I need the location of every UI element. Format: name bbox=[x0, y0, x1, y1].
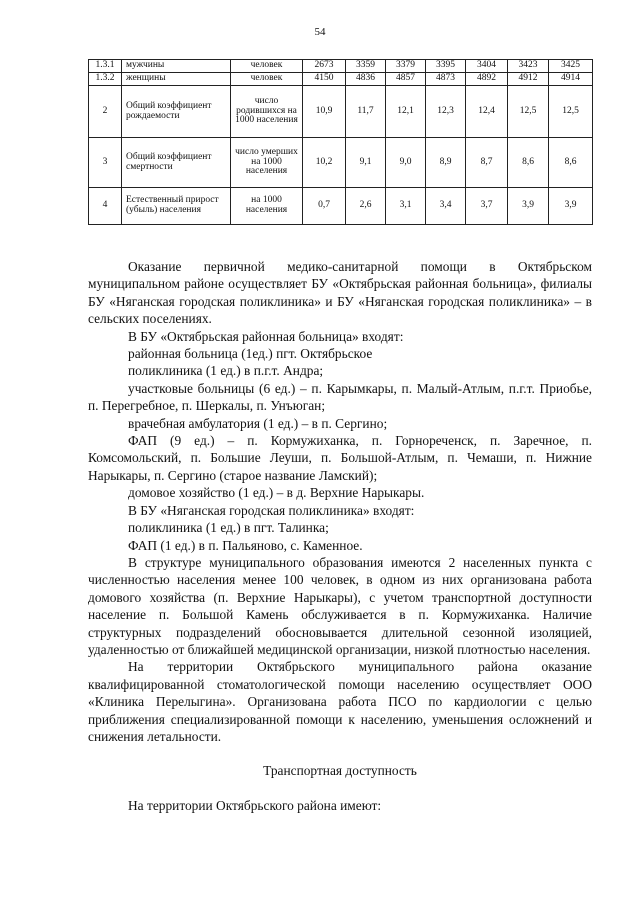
row-value: 3,1 bbox=[386, 188, 426, 225]
row-value: 3425 bbox=[549, 60, 593, 73]
list-item: районная больница (1ед.) пгт. Октябрьское bbox=[128, 346, 373, 362]
paragraph-dental-care: На территории Октябрьского муниципального района оказание квалифицированной стоматологической помощи населению осуществляет ООО «Клиника Перелыгина». Организована работа ПСО по кардиологии с целью приближения специализированной помощи к населению, уменьшения осложнений и снижения летальности. bbox=[88, 659, 592, 744]
paragraph-district-hospital-units: В БУ «Октябрьская районная больница» входят: bbox=[128, 328, 404, 344]
row-value: 12,5 bbox=[508, 86, 549, 138]
section-heading: Транспортная доступность bbox=[263, 763, 417, 779]
row-value: 4836 bbox=[346, 73, 386, 86]
row-value: 12,5 bbox=[549, 86, 593, 138]
list-item: ФАП (1 ед.) в п. Пальяново, с. Каменное. bbox=[128, 537, 363, 553]
list-item: поликлиника (1 ед.) в п.г.т. Андра; bbox=[128, 363, 324, 379]
page-number: 54 bbox=[314, 26, 326, 38]
row-indicator: Естественный прирост (убыль) населения bbox=[122, 188, 231, 225]
row-indicator: мужчины bbox=[122, 60, 231, 73]
row-indicator: Общий коэффициент смертности bbox=[122, 138, 231, 188]
list-item: поликлиника (1 ед.) в пгт. Талинка; bbox=[128, 520, 329, 536]
row-value: 3,4 bbox=[426, 188, 466, 225]
row-value: 2673 bbox=[303, 60, 346, 73]
row-value: 4912 bbox=[508, 73, 549, 86]
row-value: 10,2 bbox=[303, 138, 346, 188]
row-unit: число умерших на 1000 населения bbox=[231, 138, 303, 188]
row-value: 10,9 bbox=[303, 86, 346, 138]
paragraph-settlements: В структуре муниципального образования имеются 2 населенных пункта с численностью населения менее 100 человек, в одном из них организована работа домового хозяйства (п. Верхние Нарыкары), с учетом транспортной доступности население п. Большой Камень обслуживается в п. Кормужиханка. Наличие структурных подразделений обосновывается длительной сезонной изоляцией, удаленностью от ближайшей медицинской организации, низкой плотностью населения. bbox=[88, 554, 592, 657]
row-value: 9,1 bbox=[346, 138, 386, 188]
row-value: 3423 bbox=[508, 60, 549, 73]
row-value: 4892 bbox=[466, 73, 508, 86]
row-value: 2,6 bbox=[346, 188, 386, 225]
table-row bbox=[89, 60, 593, 73]
row-value: 4914 bbox=[549, 73, 593, 86]
row-value: 12,3 bbox=[426, 86, 466, 138]
statistics-table bbox=[88, 59, 593, 225]
row-indicator: Общий коэффициент рождаемости bbox=[122, 86, 231, 138]
row-value: 3,9 bbox=[508, 188, 549, 225]
row-number: 1.3.2 bbox=[89, 73, 122, 86]
body-text bbox=[88, 258, 592, 814]
row-value: 8,9 bbox=[426, 138, 466, 188]
row-value: 0,7 bbox=[303, 188, 346, 225]
row-unit: человек bbox=[231, 73, 303, 86]
row-value: 4150 bbox=[303, 73, 346, 86]
row-value: 3379 bbox=[386, 60, 426, 73]
row-number: 4 bbox=[89, 188, 122, 225]
row-number: 3 bbox=[89, 138, 122, 188]
row-value: 3395 bbox=[426, 60, 466, 73]
row-number: 2 bbox=[89, 86, 122, 138]
table-row bbox=[89, 86, 593, 138]
row-value: 3404 bbox=[466, 60, 508, 73]
row-number: 1.3.1 bbox=[89, 60, 122, 73]
row-value: 4873 bbox=[426, 73, 466, 86]
row-value: 8,6 bbox=[549, 138, 593, 188]
row-value: 3359 bbox=[346, 60, 386, 73]
row-value: 4857 bbox=[386, 73, 426, 86]
row-unit: на 1000 населения bbox=[231, 188, 303, 225]
list-item: участковые больницы (6 ед.) – п. Карымкары, п. Малый-Атлым, п.г.т. Приобье, п. Перегребное, п. Шеркалы, п. Унъюган; bbox=[88, 380, 592, 414]
paragraph-primary-care: Оказание первичной медико-санитарной помощи в Октябрьском муниципальном районе осуществляет БУ «Октябрьская районная больница», филиалы БУ «Няганская городская поликлиника» и БУ «Няганская городская поликлиника» – в сельских поселениях. bbox=[88, 259, 592, 327]
row-value: 12,1 bbox=[386, 86, 426, 138]
table-row bbox=[89, 73, 593, 86]
row-indicator: женщины bbox=[122, 73, 231, 86]
row-value: 3,9 bbox=[549, 188, 593, 225]
row-value: 8,6 bbox=[508, 138, 549, 188]
table-row bbox=[89, 138, 593, 188]
list-item: врачебная амбулатория (1 ед.) – в п. Сергино; bbox=[128, 415, 388, 431]
list-item: ФАП (9 ед.) – п. Кормужиханка, п. Горнореченск, п. Заречное, п. Комсомольский, п. Большие Леуши, п. Большой-Атлым, п. Чемаши, п. Нижние Нарыкары, п. Сергино (старое название Ламский); bbox=[88, 433, 592, 483]
row-unit: число родившихся на 1000 населения bbox=[231, 86, 303, 138]
row-unit: человек bbox=[231, 60, 303, 73]
row-value: 8,7 bbox=[466, 138, 508, 188]
row-value: 11,7 bbox=[346, 86, 386, 138]
row-value: 9,0 bbox=[386, 138, 426, 188]
closing-line: На территории Октябрьского района имеют: bbox=[128, 797, 382, 813]
paragraph-polyclinic-units: В БУ «Няганская городская поликлиника» входят: bbox=[128, 502, 415, 518]
row-value: 3,7 bbox=[466, 188, 508, 225]
row-value: 12,4 bbox=[466, 86, 508, 138]
list-item: домовое хозяйство (1 ед.) – в д. Верхние Нарыкары. bbox=[128, 485, 425, 501]
table-row bbox=[89, 188, 593, 225]
